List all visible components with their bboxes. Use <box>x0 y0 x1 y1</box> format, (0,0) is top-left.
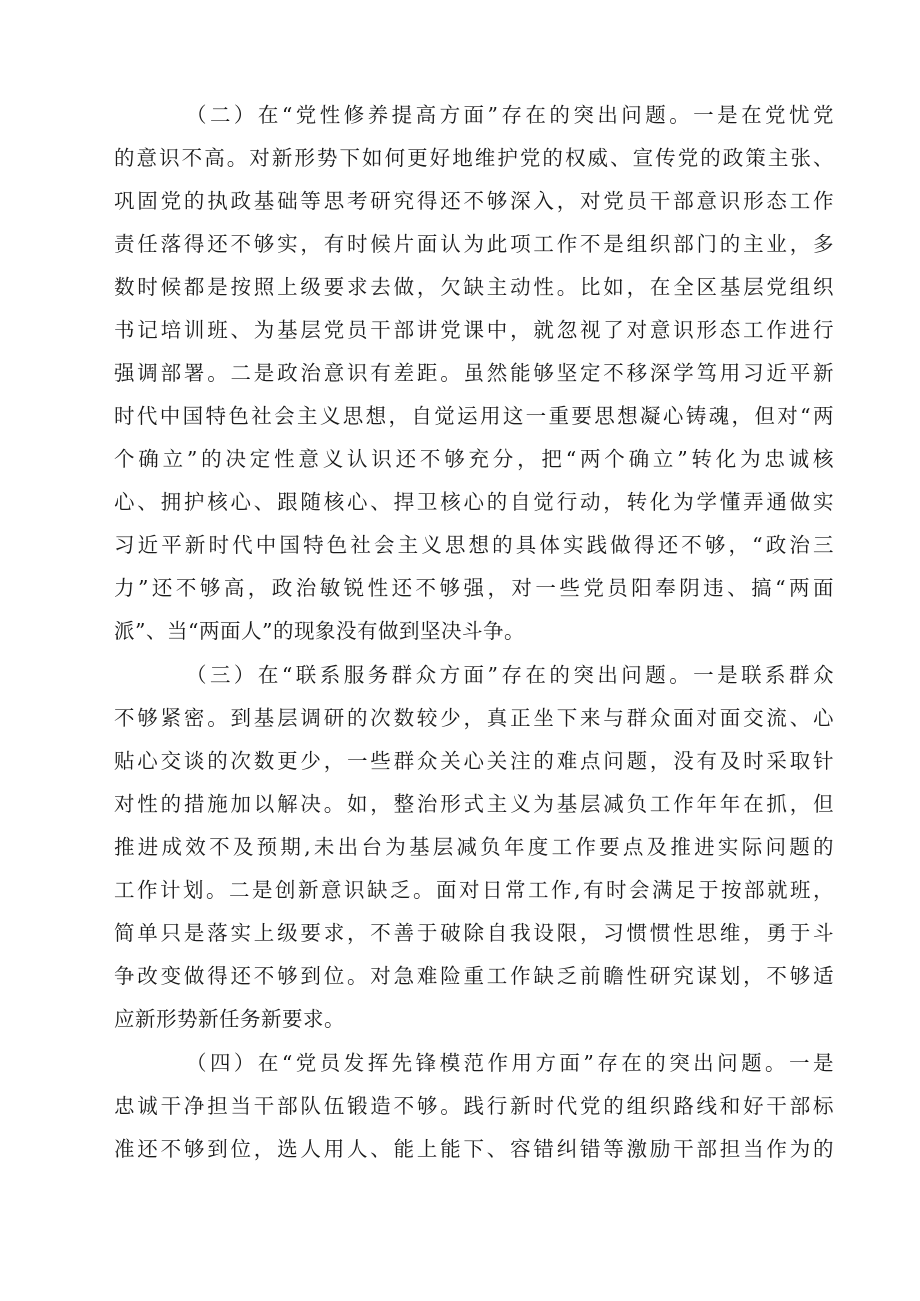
paragraph-1-line-11: 习近平新时代中国特色社会主义思想的具体实践做得还不够，“政治三 <box>114 533 834 557</box>
paragraph-1-line-7: 强调部署。二是政治意识有差距。虽然能够坚定不移深学笃用习近平新 <box>114 361 834 385</box>
paragraph-3-line-1: （四）在“党员发挥先锋模范作用方面”存在的突出问题。一是 <box>186 1051 834 1075</box>
paragraph-1-line-8: 时代中国特色社会主义思想，自觉运用这一重要思想凝心铸魂，但对“两 <box>114 404 834 428</box>
paragraph-2-line-4: 对性的措施加以解决。如，整治形式主义为基层减负工作年年在抓，但 <box>114 792 834 816</box>
paragraph-3-line-2: 忠诚干净担当干部队伍锻造不够。践行新时代党的组织路线和好干部标 <box>114 1094 834 1118</box>
paragraph-1-line-3: 巩固党的执政基础等思考研究得还不够深入，对党员干部意识形态工作 <box>114 189 834 213</box>
paragraph-2-line-6: 工作计划。二是创新意识缺乏。面对日常工作,有时会满足于按部就班， <box>114 878 834 902</box>
paragraph-1-line-4: 责任落得还不够实，有时候片面认为此项工作不是组织部门的主业，多 <box>114 232 834 256</box>
paragraph-1-line-6: 书记培训班、为基层党员干部讲党课中，就忽视了对意识形态工作进行 <box>114 318 834 342</box>
paragraph-2-line-2: 不够紧密。到基层调研的次数较少，真正坐下来与群众面对面交流、心 <box>114 706 834 730</box>
paragraph-1-line-1: （二）在“党性修养提高方面”存在的突出问题。一是在党忧党 <box>186 103 834 127</box>
paragraph-1-line-5: 数时候都是按照上级要求去做，欠缺主动性。比如，在全区基层党组织 <box>114 275 834 299</box>
paragraph-1-line-2: 的意识不高。对新形势下如何更好地维护党的权威、宣传党的政策主张、 <box>114 146 834 170</box>
paragraph-1-line-13: 派”、当“两面人”的现象没有做到坚决斗争。 <box>114 619 525 643</box>
paragraph-2-line-3: 贴心交谈的次数更少，一些群众关心关注的难点问题，没有及时采取针 <box>114 749 834 773</box>
paragraph-2-line-7: 简单只是落实上级要求，不善于破除自我设限，习惯惯性思维，勇于斗 <box>114 921 834 945</box>
paragraph-3-line-3: 准还不够到位，选人用人、能上能下、容错纠错等激励干部担当作为的 <box>114 1137 834 1161</box>
paragraph-2-line-5: 推进成效不及预期,未出台为基层减负年度工作要点及推进实际问题的 <box>114 835 834 859</box>
paragraph-1-line-10: 心、拥护核心、跟随核心、捍卫核心的自觉行动，转化为学懂弄通做实 <box>114 490 834 514</box>
paragraph-2-line-8: 争改变做得还不够到位。对急难险重工作缺乏前瞻性研究谋划，不够适 <box>114 964 834 988</box>
paragraph-1-line-12: 力”还不够高，政治敏锐性还不够强，对一些党员阳奉阴违、搞“两面 <box>114 576 834 600</box>
paragraph-2-line-1: （三）在“联系服务群众方面”存在的突出问题。一是联系群众 <box>186 663 834 687</box>
paragraph-2-line-9: 应新形势新任务新要求。 <box>114 1007 345 1031</box>
paragraph-1-line-9: 个确立”的决定性意义认识还不够充分，把“两个确立”转化为忠诚核 <box>114 447 834 471</box>
